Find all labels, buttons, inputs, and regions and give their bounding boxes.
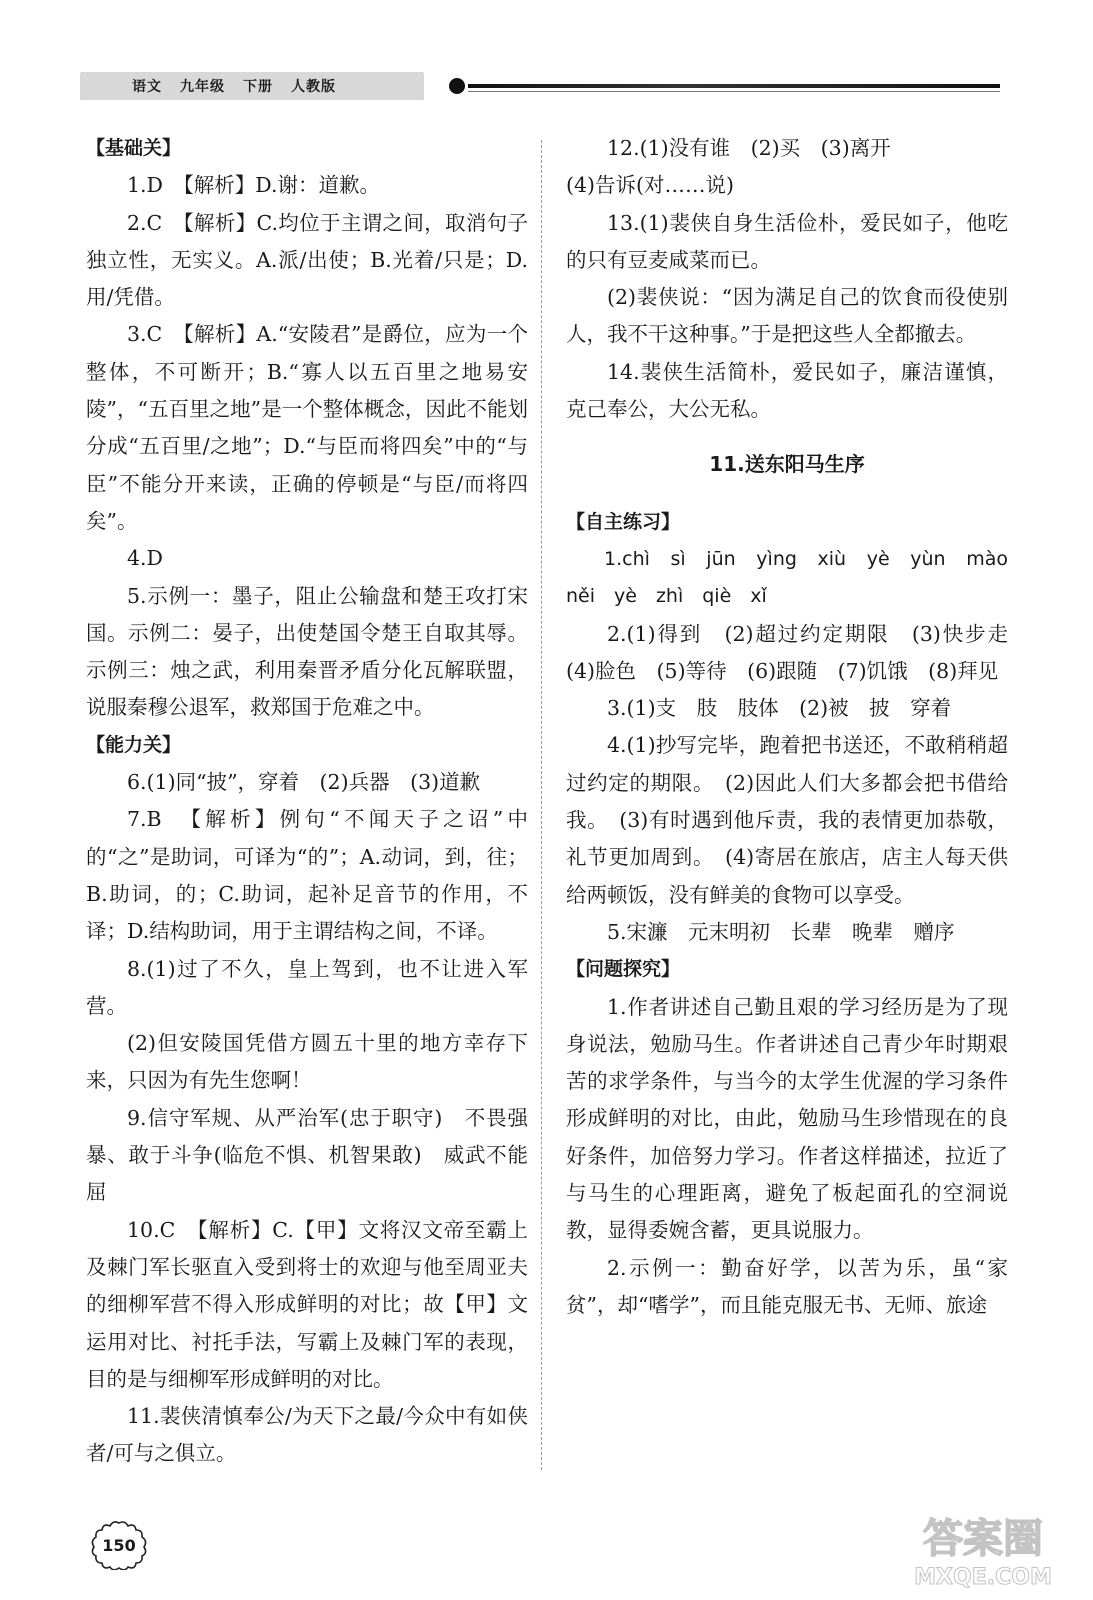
answer-item: 4.D: [127, 546, 163, 571]
header-bullet-icon: [449, 78, 465, 94]
header-rule-thin: [468, 91, 1000, 92]
answer-item: 2.C 【解析】C.均位于主谓之间，取消句子独立性，无实义。A.派/出使；B.光着/只是；D.用/凭借。: [86, 210, 528, 310]
answer-item: 10.C 【解析】C.【甲】文将汉文帝至霸上及棘门军长驱直入受到将士的欢迎与他至周亚夫的细柳军营不得入形成鲜明的对比；故【甲】文运用对比、衬托手法，写霸上及棘门军的表现，目的是与细柳军形成鲜明的对比。: [86, 1217, 528, 1391]
answer-item: 9.信守军规、从严治军(忠于职守) 不畏强暴、敢于斗争(临危不惧、机智果敢) 威武不能屈: [86, 1105, 528, 1205]
answer-item: 13.(1)裴侠自身生活俭朴，爱民如子，他吃的只有豆麦咸菜而已。: [566, 210, 1008, 272]
answer-item: 5.示例一：墨子，阻止公输盘和楚王攻打宋国。示例二：晏子，出使楚国令楚王自取其辱。示例三：烛之武，利用秦晋矛盾分化瓦解联盟，说服秦穆公退军，救郑国于危难之中。: [86, 583, 528, 720]
answer-item: 8.(1)过了不久，皇上驾到，也不让进入军营。: [86, 956, 528, 1018]
header-edition: 人教版: [291, 79, 336, 95]
page-number: 150: [102, 1535, 136, 1555]
left-column: [86, 130, 528, 1473]
header-grade: 九年级: [180, 79, 225, 95]
answer-item: 11.裴侠清慎奉公/为天下之最/今众中有如侠者/可与之俱立。: [86, 1404, 528, 1466]
header-subject: 语文: [132, 79, 162, 95]
column-divider: [541, 140, 542, 1470]
answer-item: 3.(1)支 肢 肢体 (2)被 披 穿着: [607, 696, 952, 721]
answer-item: 1.D 【解析】D.谢：道歉。: [127, 173, 380, 198]
answer-item: 7.B 【解析】例句“不闻天子之诏”中的“之”是助词，可译为“的”；A.动词，到，往；B.助词，的；C.助词，起补足音节的作用，不译；D.结构助词，用于主谓结构之间，不译。: [86, 807, 528, 944]
answer-item: 14.裴侠生活简朴，爱民如子，廉洁谨慎，克己奉公，大公无私。: [566, 359, 1008, 422]
chapter-title: 11.送东阳马生序: [709, 452, 865, 477]
answer-item: 2.示例一：勤奋好学，以苦为乐，虽“家贫”，却“嗜学”，而且能克服无书、无师、旅途: [566, 1255, 1008, 1317]
answer-item: 1.作者讲述自己勤且艰的学习经历是为了现身说法，勉励马生。作者讲述自己青少年时期艰苦的求学条件，与当今的太学生优渥的学习条件形成鲜明的对比，由此，勉励马生珍惜现在的良好条件，加倍努力学习。作者这样描述，拉近了与马生的心理距离，避免了板起面孔的空洞说教，显得委婉含蓄，更具说服力。: [566, 994, 1008, 1243]
answer-item: 2.(1)得到 (2)超过约定期限 (3)快步走 (4)脸色 (5)等待 (6)跟随 (7)饥饿 (8)拜见: [566, 621, 1029, 683]
answer-item: 3.C 【解析】A.“安陵君”是爵位，应为一个整体，不可断开；B.“寡人以五百里之地易安陵”，“五百里之地”是一个整体概念，因此不能划分成“五百里/之地”；D.“与臣而将四矣”中的“与臣”不能分开来读，正确的停顿是“与臣/而将四矣”。: [86, 322, 528, 533]
answer-item: 6.(1)同“披”，穿着 (2)兵器 (3)道歉: [127, 770, 481, 795]
answer-item: 5.宋濂 元末明初 长辈 晚辈 赠序: [607, 919, 955, 944]
right-column: [566, 130, 1029, 1324]
section-heading: 【自主练习】: [566, 510, 681, 533]
page-number-badge: [90, 1520, 148, 1570]
answer-item: (2)裴侠说：“因为满足自己的饮食而役使别人，我不干这种事。”于是把这些人全都撤去。: [566, 285, 1008, 347]
watermark-logo: [888, 1508, 1078, 1592]
answer-item: (4)告诉(对……说): [566, 173, 735, 198]
running-header: [80, 72, 424, 100]
section-heading: 【基础关】: [86, 137, 182, 159]
watermark-line1: 答案圈: [923, 1516, 1043, 1562]
header-volume: 下册: [243, 79, 273, 95]
header-rule: [468, 84, 1000, 88]
answer-item: 12.(1)没有谁 (2)买 (3)离开: [607, 136, 891, 160]
section-heading: 【问题探究】: [566, 958, 681, 981]
answer-item: 1.chì sì jūn yìng xiù yè yùn mào něi yè zhì qiè xǐ: [566, 547, 1028, 608]
section-heading: 【能力关】: [86, 733, 182, 756]
watermark-line2: MXQE.COM: [914, 1565, 1052, 1590]
answer-item: (2)但安陵国凭借方圆五十里的地方幸存下来，只因为有先生您啊！: [86, 1031, 528, 1093]
answer-item: 4.(1)抄写完毕，跑着把书送还，不敢稍稍超过约定的期限。 (2)因此人们大多都会把书借给我。 (3)有时遇到他斥责，我的表情更加恭敬，礼节更加周到。 (4)寄居在旅店，店主人每天供给两顿饭，没有鲜美的食物可以享受。: [566, 733, 1008, 907]
